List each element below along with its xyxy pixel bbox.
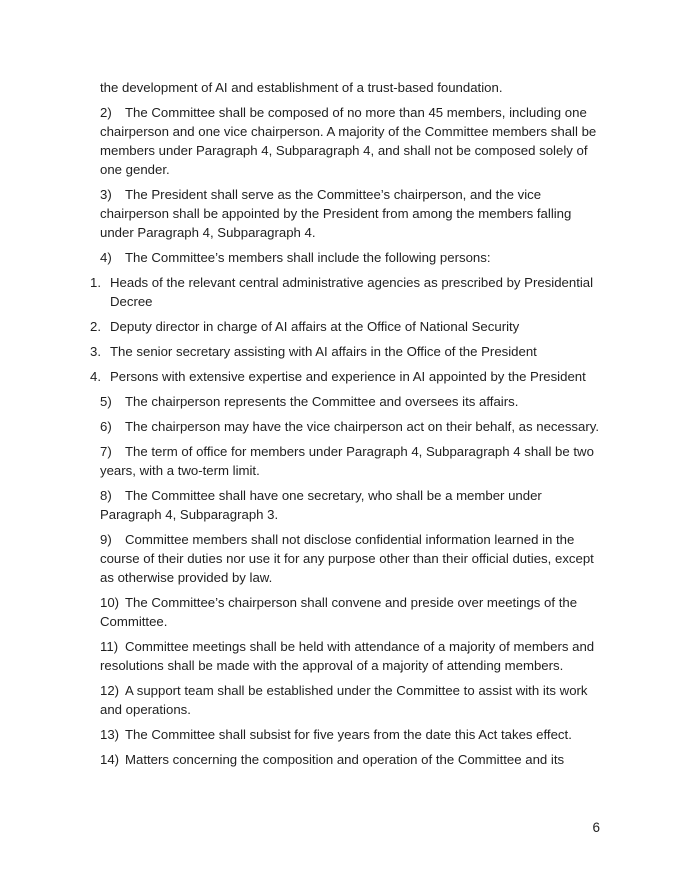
paragraph-number: 9) xyxy=(100,532,112,547)
paragraph-text: A support team shall be established under the Committee to assist with its work and operations. xyxy=(100,683,588,717)
list-item xyxy=(90,342,605,361)
paragraph-number: 8) xyxy=(100,488,112,503)
paragraph-11 xyxy=(100,637,605,675)
paragraph-number: 6) xyxy=(100,419,112,434)
paragraph-10 xyxy=(100,593,605,631)
list-item xyxy=(90,367,605,386)
paragraph-number: 11) xyxy=(100,639,119,654)
paragraph-8 xyxy=(100,486,605,524)
paragraph-13 xyxy=(100,725,605,744)
list-item xyxy=(90,317,605,336)
paragraph-text: The Committee’s chairperson shall convene and preside over meetings of the Committee. xyxy=(100,595,578,629)
paragraph-text: Committee members shall not disclose confidential information learned in the course of their duties nor use it for any purpose other than their official duties, except as otherwise provided by law. xyxy=(100,532,594,585)
paragraph-text: Committee meetings shall be held with attendance of a majority of members and resolutions shall be made with the approval of a majority of attending members. xyxy=(100,639,595,673)
paragraph-number: 5) xyxy=(100,394,112,409)
paragraph-14 xyxy=(100,750,605,769)
list-item-text: Heads of the relevant central administrative agencies as prescribed by Presidential Decree xyxy=(110,275,594,309)
list-item-number: 3. xyxy=(90,344,101,359)
paragraph-number: 3) xyxy=(100,187,112,202)
paragraph-number: 10) xyxy=(100,595,120,610)
list-item xyxy=(90,273,605,311)
paragraph-text: The President shall serve as the Committee’s chairperson, and the vice chairperson shall be appointed by the President from among the members falling under Paragraph 4, Subparagraph 4. xyxy=(100,187,572,240)
paragraph-number: 7) xyxy=(100,444,112,459)
paragraph-9 xyxy=(100,530,605,587)
paragraph-4 xyxy=(100,248,605,267)
paragraph-text: The chairperson represents the Committee and oversees its affairs. xyxy=(125,394,519,409)
document-body xyxy=(90,78,605,775)
paragraph-12 xyxy=(100,681,605,719)
paragraph-number: 14) xyxy=(100,752,120,767)
list-item-number: 4. xyxy=(90,369,101,384)
paragraph-number: 2) xyxy=(100,105,112,120)
intro-line: the development of AI and establishment of a trust-based foundation. xyxy=(100,80,503,95)
page-number: 6 xyxy=(592,820,600,835)
paragraph-text: The term of office for members under Paragraph 4, Subparagraph 4 shall be two years, with a two-term limit. xyxy=(100,444,594,478)
list-item-text: Persons with extensive expertise and experience in AI appointed by the President xyxy=(110,369,586,384)
paragraph-3 xyxy=(100,185,605,242)
paragraph-number: 13) xyxy=(100,727,120,742)
paragraph-6 xyxy=(100,417,605,436)
list-item-number: 2. xyxy=(90,319,101,334)
paragraph-number: 12) xyxy=(100,683,120,698)
list-item-text: Deputy director in charge of AI affairs at the Office of National Security xyxy=(110,319,520,334)
member-list xyxy=(90,273,605,386)
list-item-text: The senior secretary assisting with AI affairs in the Office of the President xyxy=(110,344,537,359)
paragraph-text: Matters concerning the composition and operation of the Committee and its xyxy=(125,752,565,767)
paragraph-7 xyxy=(100,442,605,480)
paragraph-text: The Committee shall subsist for five years from the date this Act takes effect. xyxy=(125,727,572,742)
paragraph-number: 4) xyxy=(100,250,112,265)
paragraph-text: The chairperson may have the vice chairperson act on their behalf, as necessary. xyxy=(125,419,600,434)
paragraph-text: The Committee shall have one secretary, who shall be a member under Paragraph 4, Subparagraph 3. xyxy=(100,488,542,522)
paragraph-2 xyxy=(100,103,605,179)
list-item-number: 1. xyxy=(90,275,101,290)
paragraph-text: The Committee shall be composed of no more than 45 members, including one chairperson and one vice chairperson. A majority of the Committee members shall be members under Paragraph 4, Subparagraph 4, and shall not be composed solely of one gender. xyxy=(100,105,597,177)
paragraph-text: The Committee’s members shall include the following persons: xyxy=(125,250,491,265)
paragraph-5 xyxy=(100,392,605,411)
